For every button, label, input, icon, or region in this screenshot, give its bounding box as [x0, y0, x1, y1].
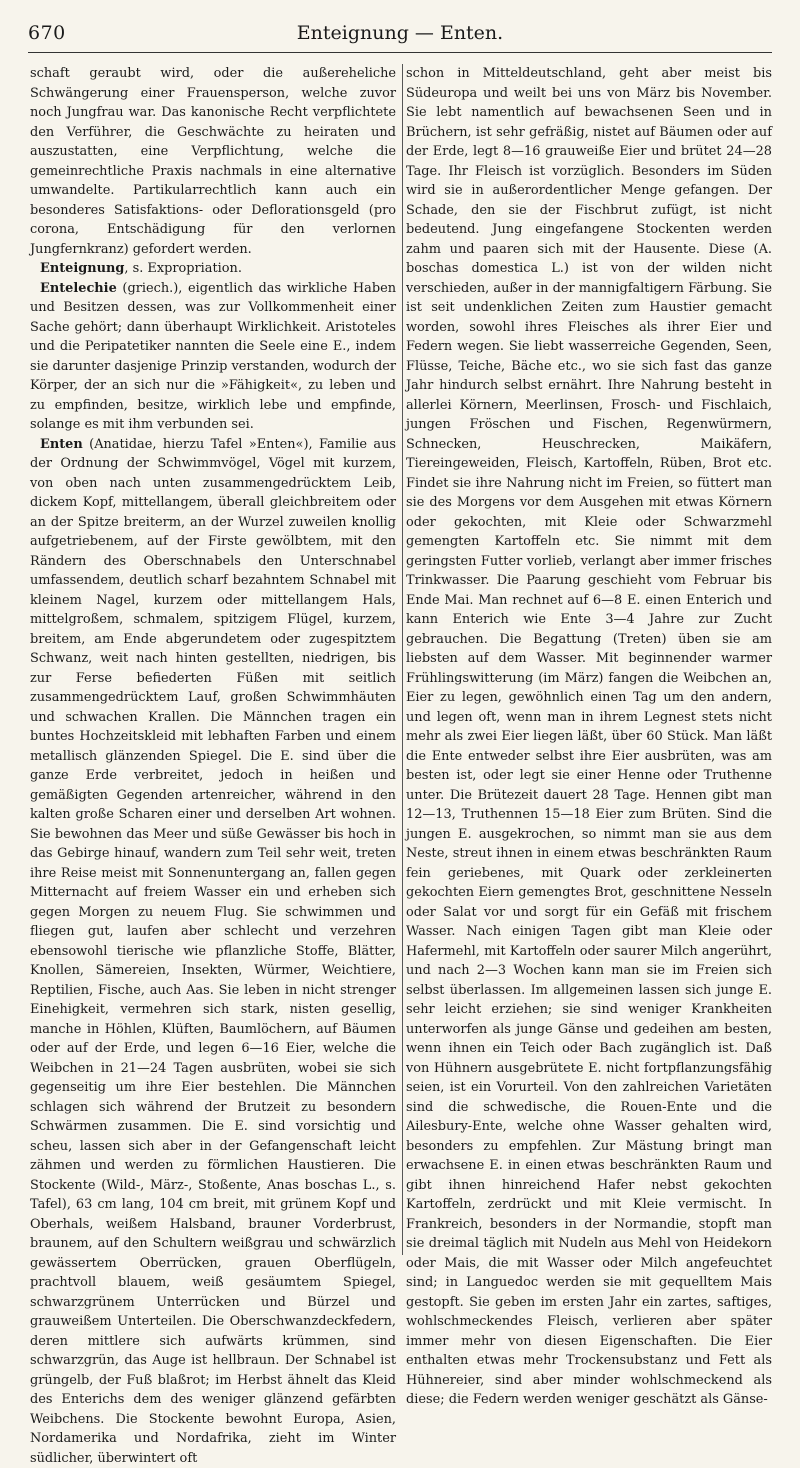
entry-text-entelechie: (griech.), eigentlich das wirkliche Haben und Besitzen dessen, was zur Vollkommenheit einer Sache gehört; dann überhaupt Wirklichkeit. Aristoteles und die Peripatetiker nannten die Seele eine E., indem sie darunter dasjenige Prinzip verstanden, wodurch der Körper, der an sich nur die »Fähigkeit«, zu leben und zu empfinden, besitze, wirklich lebe und empfinde, solange es mit ihm verbunden sei.	[30, 281, 396, 433]
paragraph-enten-continued: schon in Mitteldeutschland, geht aber meist bis Südeuropa und weilt bei uns von März bis November. Sie lebt namentlich auf bewachsenen Seen und in Brüchern, ist sehr gefräßig, nistet auf Bäumen oder auf der Erde, legt 8—16 grauweiße Eier und brütet 24—28 Tage. Ihr Fleisch ist vorzüglich. Besonders im Süden wird sie in außerordentlicher Menge gefangen. Der Schade, den sie der Fischbrut zufügt, ist nicht bedeutend. Jung eingefangene Stockenten werden zahm und paaren sich mit der Hausente. Diese (A. boschas domestica L.) ist von der wilden nicht verschieden, außer in der mannigfaltigern Färbung. Sie ist seit undenklichen Zeiten zum Haustier gemacht worden, sowohl ihres Fleisches als ihrer Eier und Federn wegen. Sie liebt wasserreiche Gegenden, Seen, Flüsse, Teiche, Bäche etc., wo sie sich fast das ganze Jahr hindurch selbst ernährt. Ihre Nahrung besteht in allerlei Körnern, Meerlinsen, Frosch- und Fischlaich, jungen Fröschen und Fischen, Regenwürmern, Schnecken, Heuschrecken, Maikäfern, Tiereingeweiden, Fleisch, Kartoffeln, Rüben, Brot etc. Findet sie ihre Nahrung nicht im Freien, so füttert man sie des Morgens vor dem Ausgehen mit etwas Körnern oder gekochten, mit Kleie oder Schwarzmehl gemengten Kartoffeln etc. Sie nimmt mit dem geringsten Futter vorlieb, verlangt aber immer frisches Trinkwasser. Die Paarung geschieht vom Februar bis Ende Mai. Man rechnet auf 6—8 E. einen Enterich und kann Enterich wie Ente 3—4 Jahre zur Zucht gebrauchen. Die Begattung (Treten) üben sie am liebsten auf dem Wasser. Mit beginnender warmer Frühlingswitterung (im März) fangen die Weibchen an, Eier zu legen, gewöhnlich einen Tag um den andern, und legen oft, wenn man in ihrem Legnest stets nicht mehr als zwei Eier liegen läßt, über 60 Stück. Man läßt die Ente entweder selbst ihre Eier ausbrüten, was am besten ist, oder legt sie einer Henne oder Truthenne unter. Die Brütezeit dauert 28 Tage. Hennen gibt man 12—13, Truthennen 15—18 Eier zum Brüten. Sind die jungen E. ausgekrochen, so nimmt man sie aus dem Neste, streut ihnen in einem etwas beschränkten Raum fein geriebenes, mit Quark oder zerkleinerten gekochten Eiern gemengtes Brot, geschnittene Nesseln oder Salat vor und sorgt für ein Gefäß mit frischem Wasser. Nach einigen Tagen gibt man Kleie oder Hafermehl, mit Kartoffeln oder saurer Milch angerührt, und nach 2—3 Wochen kann man sie im Freien sich selbst überlassen. Im allgemeinen lassen sich junge E. sehr leicht erziehen; sie sind weniger Krankheiten unterworfen als junge Gänse und gedeihen am besten, wenn ihnen ein Teich oder Bach zugänglich ist. Daß von Hühnern ausgebrütete E. nicht fortpflanzungsfähig seien, ist ein Vorurteil. Von den zahlreichen Varietäten sind die schwedische, die Rouen-Ente und die Ailesbury-Ente, welche ohne Wasser gehalten wird, besonders zu empfehlen. Zur Mästung bringt man erwachsene E. in einen etwas beschränkten Raum und gibt ihnen hinreichend Hafer nebst gekochten Kartoffeln, zerdrückt und mit Kleie vermischt. In Frankreich, besonders in der Normandie, stopft man sie dreimal täglich mit Nudeln aus Mehl von Heidekorn oder Mais, die mit Wasser oder Milch angefeuchtet sind; in Languedoc werden sie mit gequelltem Mais gestopft. Sie geben im ersten Jahr ein zartes, saftiges, wohlschmeckendes Fleisch, verlieren aber später immer mehr von diesen Eigenschaften. Die Eier enthalten etwas mehr Trockensubstanz und Fett als Hühnereier, sind aber minder wohlschmeckend als diese; die Federn werden weniger geschätzt als Gänse-	[406, 64, 772, 1410]
column-divider	[402, 64, 403, 1255]
entry-entelechie	[30, 279, 396, 435]
headword-enteignung: Enteignung	[40, 261, 124, 276]
entry-enten	[30, 435, 396, 1468]
text-columns	[30, 64, 772, 1265]
paragraph-continued: schaft geraubt wird, oder die außereheliche Schwängerung einer Frauensperson, welche zuvor noch Jungfrau war. Das kanonische Recht verpflichtete den Verführer, die Geschwächte zu heiraten und auszustatten, eine Verpflichtung, welche die gemeinrechtliche Praxis nachmals in eine alternative umwandelte. Partikularrechtlich kann auch ein besonderes Satisfaktions- oder Deflorationsgeld (pro corona, Entschädigung für den verlornen Jungfernkranz) gefordert werden.	[30, 64, 396, 259]
left-column	[30, 64, 396, 1265]
right-column	[406, 64, 772, 1265]
headword-entelechie: Entelechie	[40, 281, 117, 296]
entry-text-enteignung: , s. Expropriation.	[124, 261, 242, 276]
page-header	[28, 20, 772, 53]
entry-enteignung	[30, 259, 396, 279]
headword-enten: Enten	[40, 437, 83, 452]
entry-text-enten: (Anatidae, hierzu Tafel »Enten«), Familie aus der Ordnung der Schwimmvögel, Vögel mit kurzem, von oben nach unten zusammengedrücktem Leib, dickem Kopf, mittellangem, überall gleichbreitem oder an der Spitze breiterm, an der Wurzel zuweilen knollig aufgetriebenem, auf der Firste gewölbtem, mit den Rändern des Oberschnabels den Unterschnabel umfassendem, deutlich scharf bezahntem Schnabel mit kleinem Nagel, kurzem oder mittellangem Hals, mittelgroßem, schmalem, spitzigem Flügel, kurzem, breitem, am Ende abgerundetem oder zugespitztem Schwanz, weit nach hinten gestellten, niedrigen, bis zur Ferse befiederten Füßen mit seitlich zusammengedrücktem Lauf, großen Schwimmhäuten und schwachen Krallen. Die Männchen tragen ein buntes Hochzeitskleid mit lebhaften Farben und einem metallisch glänzenden Spiegel. Die E. sind über die ganze Erde verbreitet, jedoch in heißen und gemäßigten Gegenden artenreicher, während in den kalten große Scharen einer und derselben Art wohnen. Sie bewohnen das Meer und süße Gewässer bis hoch in das Gebirge hinauf, wandern zum Teil sehr weit, treten ihre Reise meist mit Sonnenuntergang an, fallen gegen Mitternacht auf freiem Wasser ein und erheben sich gegen Morgen zu neuem Flug. Sie schwimmen und fliegen gut, laufen aber schlecht und verzehren ebensowohl tierische wie pflanzliche Stoffe, Blätter, Knollen, Sämereien, Insekten, Würmer, Weichtiere, Reptilien, Fische, auch Aas. Sie leben in nicht strenger Einehigkeit, vermehren sich stark, nisten gesellig, manche in Höhlen, Klüften, Baumlöchern, auf Bäumen oder auf der Erde, und legen 6—16 Eier, welche die Weibchen in 21—24 Tagen ausbrüten, wobei sie sich gegenseitig um ihre Eier bestehlen. Die Männchen schlagen sich während der Brutzeit zu besondern Schwärmen zusammen. Die E. sind vorsichtig und scheu, lassen sich aber in der Gefangenschaft leicht zähmen und werden zu förmlichen Haustieren. Die Stockente (Wild-, März-, Stoßente, Anas boschas L., s. Tafel), 63 cm lang, 104 cm breit, mit grünem Kopf und Oberhals, weißem Halsband, brauner Vorderbrust, braunem, auf den Schultern weißgrau und schwärzlich gewässertem Oberrücken, grauen Oberflügeln, prachtvoll blauem, weiß gesäumtem Spiegel, schwarzgrünem Unterrücken und Bürzel und grauweißem Unterteilen. Die Oberschwanzdeckfedern, deren mittlere sich aufwärts krümmen, sind schwarzgrün, das Auge ist hellbraun. Der Schnabel ist grüngelb, der Fuß blaßrot; im Herbst ähnelt das Kleid des Enterichs dem des weniger glänzend gefärbten Weibchens. Die Stockente bewohnt Europa, Asien, Nordamerika und Nordafrika, zieht im Winter südlicher, überwintert oft	[30, 437, 396, 1466]
running-title: Enteignung — Enten.	[28, 22, 772, 44]
page-number: 670	[28, 22, 66, 44]
